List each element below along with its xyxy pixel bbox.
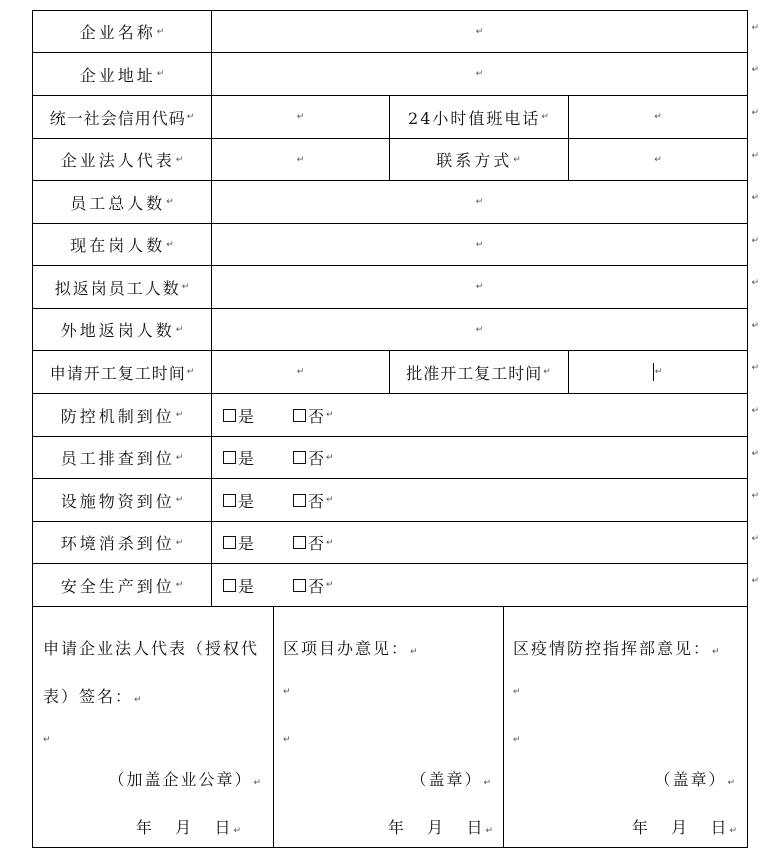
field-out-of-town-return[interactable]: ↵ [475,324,484,335]
checkbox-square-icon [293,536,306,549]
label-approved-time: 批准开工复工时间 ↵ [406,363,551,383]
row-check: 员工排查到位 ↵ 是 否 ↵ ↵ [33,437,747,479]
label-contact: 联系方式 ↵ [436,151,521,170]
checkbox-square-icon [293,409,306,422]
applicant-signature-label: 申请企业法人代表（授权代表）签名：↵ [43,639,260,706]
signature-section [33,607,747,847]
field-contact[interactable]: ↵ [654,154,662,165]
applicant-signature-cell[interactable]: 申请企业法人代表（授权代表）签名：↵ ↵ （加盖企业公章）↵ 年 月 日↵ [33,607,273,847]
row-check: 防控机制到位 ↵ 是 否 ↵ ↵ [33,394,747,437]
row-planned-return: 拟返岗员工人数 ↵ ↵ ↵ [33,266,747,309]
hq-seal-label: （盖章）↵ [654,770,735,789]
label-check: 安全生产到位 ↵ [60,576,184,596]
hq-date: 年 月 日↵ [631,818,737,837]
row-legal-rep: 企业法人代表 ↵ ↵ 联系方式 ↵ ↵ ↵ [33,139,747,181]
label-total-staff: 员工总人数 ↵ [70,193,174,213]
checkbox-square-icon [293,579,306,592]
text-cursor [653,363,654,381]
project-office-opinion-label: 区项目办意见：↵ [283,639,418,658]
field-company-address[interactable]: ↵ [475,69,484,79]
label-check: 员工排查到位 ↵ [60,449,184,468]
label-legal-rep: 企业法人代表 ↵ [60,151,184,170]
row-check: 安全生产到位 ↵ 是 否 ↵ ↵ [33,564,747,607]
label-duty-phone: 24小时值班电话 ↵ [408,108,549,128]
check-options [211,564,747,606]
label-company-address: 企业地址 ↵ [79,65,165,85]
row-out-of-town-return: 外地返岗人数 ↵ ↵ ↵ [33,309,747,351]
check-options [211,394,747,436]
checkbox-square-icon [293,494,306,507]
checkbox-no[interactable]: 否 ↵ [293,404,334,427]
project-office-date: 年 月 日↵ [387,818,493,837]
applicant-seal-label: （加盖企业公章）↵ [108,770,261,789]
field-company-name[interactable]: ↵ [475,26,484,37]
row-company-address: 企业地址 ↵ ↵ ↵ [33,53,747,96]
row-company-name: 企业名称 ↵ ↵ ↵ [33,11,747,53]
field-legal-rep[interactable]: ↵ [296,154,305,165]
checkbox-square-icon [223,579,236,592]
checkbox-yes[interactable]: 是 [223,531,255,554]
checkbox-yes[interactable]: 是 [223,404,255,427]
hq-opinion-cell[interactable]: 区疫情防控指挥部意见：↵ ↵ ↵ （盖章）↵ 年 月 日↵ [503,607,747,847]
checkbox-square-icon [223,409,236,422]
row-check: 设施物资到位 ↵ 是 否 ↵ ↵ [33,479,747,522]
field-on-post[interactable]: ↵ [475,239,484,250]
label-company-name: 企业名称 ↵ [79,23,165,42]
check-options [211,479,747,521]
row-check: 环境消杀到位 ↵ 是 否 ↵ ↵ [33,522,747,564]
label-check: 防控机制到位 ↵ [60,406,184,426]
label-check: 环境消杀到位 ↵ [60,534,184,553]
check-options [211,437,747,478]
project-office-seal-label: （盖章）↵ [410,770,491,789]
field-duty-phone[interactable]: ↵ [654,112,662,122]
label-planned-return: 拟返岗员工人数 ↵ [54,278,190,298]
checkbox-no[interactable]: 否 ↵ [293,574,334,597]
applicant-date: 年 月 日↵ [135,818,241,837]
checkbox-no[interactable]: 否 ↵ [293,446,334,469]
field-apply-time[interactable]: ↵ [296,367,305,377]
checkbox-square-icon [223,536,236,549]
row-work-resume-time: 申请开工复工时间 ↵ ↵ 批准开工复工时间 ↵ ↵ ↵ [33,351,747,394]
checkbox-square-icon [223,494,236,507]
field-total-staff[interactable]: ↵ [475,197,484,207]
label-out-of-town-return: 外地返岗人数 ↵ [60,321,184,340]
checkbox-yes[interactable]: 是 [223,489,255,512]
checkbox-no[interactable]: 否 ↵ [293,489,334,512]
label-credit-code: 统一社会信用代码 ↵ [49,108,195,128]
checkbox-no[interactable]: 否 ↵ [293,531,334,554]
label-apply-time: 申请开工复工时间 ↵ [49,363,195,383]
hq-opinion-label: 区疫情防控指挥部意见：↵ [513,639,720,658]
label-on-post: 现在岗人数 ↵ [70,236,174,255]
row-total-staff: 员工总人数 ↵ ↵ ↵ [33,181,747,224]
field-planned-return[interactable]: ↵ [475,282,484,292]
row-credit-code: 统一社会信用代码 ↵ ↵ 24小时值班电话 ↵ ↵ ↵ [33,96,747,139]
field-credit-code[interactable]: ↵ [296,112,305,122]
application-form-table [32,10,759,848]
checkbox-yes[interactable]: 是 [223,574,255,597]
checkbox-square-icon [293,451,306,464]
label-check: 设施物资到位 ↵ [60,491,184,511]
field-approved-time[interactable]: ↵ [568,351,747,393]
project-office-opinion-cell[interactable]: 区项目办意见：↵ ↵ ↵ （盖章）↵ 年 月 日↵ [273,607,503,847]
check-options [211,522,747,563]
checkbox-square-icon [223,451,236,464]
row-on-post: 现在岗人数 ↵ ↵ ↵ [33,224,747,266]
checkbox-yes[interactable]: 是 [223,446,255,469]
